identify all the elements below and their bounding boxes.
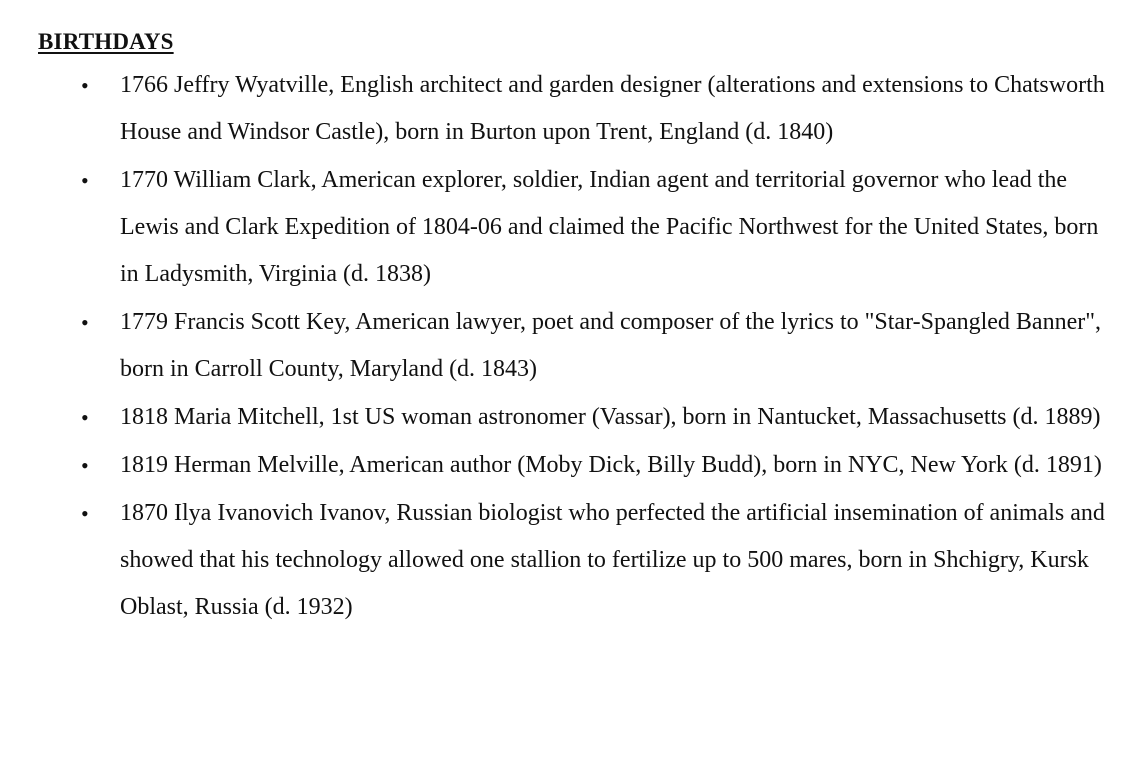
bullet-icon: • xyxy=(81,73,89,98)
list-item xyxy=(38,394,1118,441)
document-body xyxy=(38,24,1118,632)
birthday-list xyxy=(38,62,1118,631)
bullet-icon: • xyxy=(81,405,89,430)
list-item xyxy=(38,299,1118,393)
list-item-text: 1819 Herman Melville, American author (Moby Dick, Billy Budd), born in NYC, New York (d. 1891) xyxy=(120,452,1102,478)
bullet-icon: • xyxy=(81,501,89,526)
bullet-icon: • xyxy=(81,453,89,478)
list-item xyxy=(38,490,1118,631)
list-item xyxy=(38,157,1118,298)
bullet-icon: • xyxy=(81,310,89,335)
list-item xyxy=(38,62,1118,156)
list-item-text: 1779 Francis Scott Key, American lawyer, poet and composer of the lyrics to "Star-Spangled Banner", born in Carroll County, Maryland (d. 1843) xyxy=(120,309,1102,382)
section-heading: BIRTHDAYS xyxy=(38,29,174,54)
list-item-text: 1770 William Clark, American explorer, soldier, Indian agent and territorial governor who lead the Lewis and Clark Expedition of 1804-06 and claimed the Pacific Northwest for the United States, born in Ladysmith, Virginia (d. 1838) xyxy=(120,167,1099,287)
list-item-text: 1766 Jeffry Wyatville, English architect and garden designer (alterations and extensions to Chatsworth House and Windsor Castle), born in Burton upon Trent, England (d. 1840) xyxy=(120,72,1105,145)
list-item xyxy=(38,442,1118,489)
list-item-text: 1818 Maria Mitchell, 1st US woman astronomer (Vassar), born in Nantucket, Massachusetts (d. 1889) xyxy=(120,404,1101,430)
list-item-text: 1870 Ilya Ivanovich Ivanov, Russian biologist who perfected the artificial insemination of animals and showed that his technology allowed one stallion to fertilize up to 500 mares, born in Shchigry, Kursk Oblast, Russia (d. 1932) xyxy=(120,500,1105,620)
bullet-icon: • xyxy=(81,168,89,193)
